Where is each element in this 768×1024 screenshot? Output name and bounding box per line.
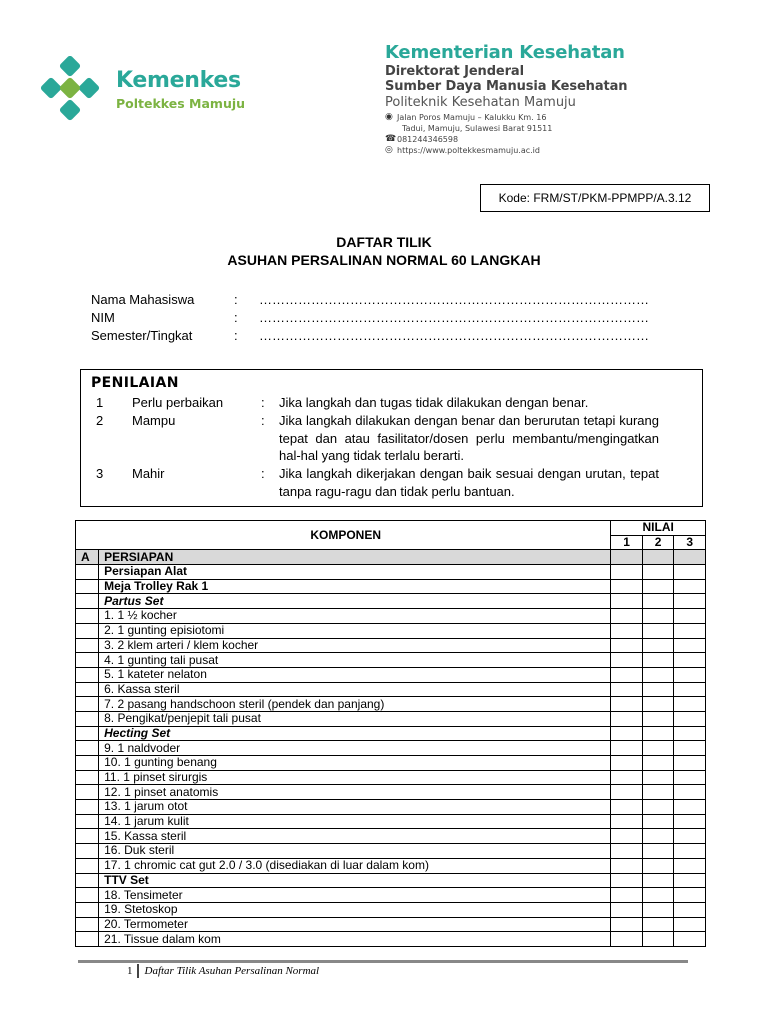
- score-cell[interactable]: [642, 785, 674, 800]
- identity-row-nim: [91, 308, 679, 326]
- score-cell[interactable]: [674, 697, 706, 712]
- score-cell[interactable]: [642, 623, 674, 638]
- table-row: [76, 711, 706, 726]
- score-cell[interactable]: [642, 932, 674, 947]
- score-cell[interactable]: [611, 888, 643, 903]
- score-cell[interactable]: [674, 609, 706, 624]
- table-row: [76, 917, 706, 932]
- score-cell[interactable]: [642, 609, 674, 624]
- kemenkes-logo-icon: [40, 56, 110, 126]
- identity-row-name: [91, 290, 679, 308]
- row-component: 4. 1 gunting tali pusat: [99, 653, 611, 668]
- identity-fill-line[interactable]: ………………………………………………………………………………: [259, 291, 649, 307]
- penilaian-level: Mampu: [132, 413, 176, 428]
- penilaian-num: 3: [96, 466, 104, 481]
- institution-block: [385, 42, 745, 156]
- table-row: [76, 844, 706, 859]
- penilaian-colon: :: [261, 413, 265, 428]
- directorate-line-2: Sumber Daya Manusia Kesehatan: [385, 79, 628, 94]
- score-cell[interactable]: [642, 726, 674, 741]
- row-letter: [76, 638, 99, 653]
- score-cell[interactable]: [642, 844, 674, 859]
- row-component: PERSIAPAN: [99, 550, 611, 565]
- footer-rule: [78, 960, 688, 963]
- row-letter: [76, 682, 99, 697]
- score-cell[interactable]: [674, 726, 706, 741]
- score-cell[interactable]: [611, 932, 643, 947]
- row-component: 8. Pengikat/penjepit tali pusat: [99, 711, 611, 726]
- row-letter: [76, 697, 99, 712]
- score-cell[interactable]: [674, 770, 706, 785]
- form-code-box: Kode: FRM/ST/PKM-PPMPP/A.3.12: [480, 184, 710, 212]
- score-cell[interactable]: [642, 638, 674, 653]
- row-component: 15. Kassa steril: [99, 829, 611, 844]
- logo-title: Kemenkes: [116, 68, 241, 93]
- table-row: [76, 873, 706, 888]
- row-component: Partus Set: [99, 594, 611, 609]
- table-row: [76, 697, 706, 712]
- row-letter: [76, 770, 99, 785]
- identity-label: NIM: [91, 309, 115, 325]
- school-name: Politeknik Kesehatan Mamuju: [385, 95, 576, 110]
- identity-colon: :: [234, 309, 238, 325]
- score-cell[interactable]: [642, 653, 674, 668]
- logo-subtitle: Poltekkes Mamuju: [116, 96, 246, 111]
- row-component: 18. Tensimeter: [99, 888, 611, 903]
- penilaian-box: [80, 369, 703, 507]
- row-component: 21. Tissue dalam kom: [99, 932, 611, 947]
- penilaian-level: Perlu perbaikan: [132, 395, 224, 410]
- score-cell[interactable]: [642, 770, 674, 785]
- row-letter: [76, 565, 99, 580]
- score-cell[interactable]: [674, 565, 706, 580]
- row-component: 6. Kassa steril: [99, 682, 611, 697]
- score-cell[interactable]: [642, 579, 674, 594]
- score-cell[interactable]: [674, 785, 706, 800]
- penilaian-num: 1: [96, 395, 104, 410]
- identity-label: Nama Mahasiswa: [91, 291, 195, 307]
- footer-divider: [137, 964, 139, 978]
- table-row: [76, 579, 706, 594]
- row-letter: [76, 653, 99, 668]
- table-row: [76, 667, 706, 682]
- kemenkes-logo: [40, 56, 255, 128]
- row-component: 10. 1 gunting benang: [99, 756, 611, 771]
- table-row: [76, 565, 706, 580]
- row-letter: [76, 756, 99, 771]
- table-row: [76, 932, 706, 947]
- row-component: 19. Stetoskop: [99, 902, 611, 917]
- score-cell[interactable]: [642, 888, 674, 903]
- score-cell[interactable]: [611, 697, 643, 712]
- score-cell[interactable]: [674, 682, 706, 697]
- phone-row: [385, 134, 745, 145]
- row-component: Persiapan Alat: [99, 565, 611, 580]
- row-component: 9. 1 naldvoder: [99, 741, 611, 756]
- score-cell[interactable]: [674, 594, 706, 609]
- score-cell[interactable]: [674, 858, 706, 873]
- phone-icon: ☎: [385, 134, 397, 144]
- row-letter: [76, 858, 99, 873]
- penilaian-level: Mahir: [132, 466, 165, 481]
- document-subtitle: ASUHAN PERSALINAN NORMAL 60 LANGKAH: [227, 252, 541, 268]
- table-row: [76, 594, 706, 609]
- score-cell[interactable]: [674, 902, 706, 917]
- score-cell[interactable]: [642, 682, 674, 697]
- score-cell[interactable]: [611, 873, 643, 888]
- score-cell[interactable]: [674, 667, 706, 682]
- score-cell[interactable]: [674, 653, 706, 668]
- globe-icon: ◎: [385, 145, 393, 155]
- score-cell[interactable]: [642, 829, 674, 844]
- score-cell[interactable]: [611, 785, 643, 800]
- score-cell[interactable]: [642, 697, 674, 712]
- page-number: 1: [127, 965, 133, 977]
- score-cell[interactable]: [674, 550, 706, 565]
- score-cell[interactable]: [674, 814, 706, 829]
- score-cell[interactable]: [611, 682, 643, 697]
- address-row-2: [385, 123, 745, 134]
- penilaian-desc: Jika langkah dilakukan dengan benar dan berurutan tetapi kurang tepat dan atau fasilitator/dosen perlu membantu/mengingatkan hal-hal yang tidak terlalu berarti.: [279, 413, 659, 463]
- score-cell[interactable]: [642, 814, 674, 829]
- nilai-header: NILAI: [611, 521, 706, 536]
- row-letter: [76, 829, 99, 844]
- score-cell[interactable]: [611, 653, 643, 668]
- website-row: [385, 145, 745, 156]
- score-cell[interactable]: [611, 756, 643, 771]
- score-cell[interactable]: [674, 829, 706, 844]
- score-cell[interactable]: [611, 579, 643, 594]
- score-cell[interactable]: [674, 917, 706, 932]
- table-row: [76, 550, 706, 565]
- checklist-body: [76, 550, 706, 947]
- penilaian-colon: :: [261, 466, 265, 481]
- penilaian-desc: Jika langkah dikerjakan dengan baik sesuai dengan urutan, tepat tanpa ragu-ragu dan tidak perlu bantuan.: [279, 466, 659, 499]
- row-component: 2. 1 gunting episiotomi: [99, 623, 611, 638]
- penilaian-desc: Jika langkah dan tugas tidak dilakukan dengan benar.: [279, 395, 589, 410]
- score-cell[interactable]: [611, 800, 643, 815]
- score-cell[interactable]: [674, 888, 706, 903]
- score-cell[interactable]: [611, 667, 643, 682]
- student-identity: [91, 290, 679, 344]
- table-row: [76, 785, 706, 800]
- table-row: [76, 756, 706, 771]
- location-pin-icon: ◉: [385, 112, 393, 122]
- table-row: [76, 902, 706, 917]
- score-cell[interactable]: [611, 858, 643, 873]
- row-letter: [76, 917, 99, 932]
- score-cell[interactable]: [674, 932, 706, 947]
- row-component: 5. 1 kateter nelaton: [99, 667, 611, 682]
- row-letter: [76, 932, 99, 947]
- score-cell[interactable]: [674, 638, 706, 653]
- address-row: [385, 112, 745, 123]
- row-letter: [76, 579, 99, 594]
- score-cell[interactable]: [611, 902, 643, 917]
- score-cell[interactable]: [642, 741, 674, 756]
- score-cell[interactable]: [674, 711, 706, 726]
- score-cell[interactable]: [611, 917, 643, 932]
- row-letter: [76, 902, 99, 917]
- row-component: 13. 1 jarum otot: [99, 800, 611, 815]
- row-letter: [76, 711, 99, 726]
- score-cell[interactable]: [611, 609, 643, 624]
- phone-number: 081244346598: [397, 135, 459, 144]
- score-cell[interactable]: [642, 711, 674, 726]
- table-row: [76, 726, 706, 741]
- table-row: [76, 770, 706, 785]
- nilai-col-header: 1: [611, 535, 643, 550]
- row-component: 12. 1 pinset anatomis: [99, 785, 611, 800]
- row-letter: [76, 623, 99, 638]
- score-cell[interactable]: [674, 873, 706, 888]
- score-cell[interactable]: [642, 858, 674, 873]
- row-letter: [76, 814, 99, 829]
- score-cell[interactable]: [611, 550, 643, 565]
- row-letter: [76, 873, 99, 888]
- table-row: [76, 609, 706, 624]
- score-cell[interactable]: [611, 844, 643, 859]
- score-cell[interactable]: [674, 800, 706, 815]
- score-cell[interactable]: [611, 638, 643, 653]
- row-component: 3. 2 klem arteri / klem kocher: [99, 638, 611, 653]
- document-title: DAFTAR TILIK: [336, 234, 432, 250]
- score-cell[interactable]: [642, 667, 674, 682]
- table-row: [76, 623, 706, 638]
- score-cell[interactable]: [674, 844, 706, 859]
- address-line-2: Tadui, Mamuju, Sulawesi Barat 91511: [402, 124, 553, 133]
- score-cell[interactable]: [611, 594, 643, 609]
- score-cell[interactable]: [642, 902, 674, 917]
- score-cell[interactable]: [611, 711, 643, 726]
- table-row: [76, 653, 706, 668]
- score-cell[interactable]: [642, 800, 674, 815]
- table-row: [76, 800, 706, 815]
- penilaian-colon: :: [261, 395, 265, 410]
- row-component: 17. 1 chromic cat gut 2.0 / 3.0 (disediakan di luar dalam kom): [99, 858, 611, 873]
- score-cell[interactable]: [674, 756, 706, 771]
- row-letter: [76, 844, 99, 859]
- identity-colon: :: [234, 327, 238, 343]
- nilai-col-header: 2: [642, 535, 674, 550]
- ministry-name: Kementerian Kesehatan: [385, 42, 625, 63]
- table-row: [76, 682, 706, 697]
- score-cell[interactable]: [611, 623, 643, 638]
- row-letter: [76, 667, 99, 682]
- nilai-col-header: 3: [674, 535, 706, 550]
- komponen-header: KOMPONEN: [76, 521, 611, 550]
- row-component: 1. 1 ½ kocher: [99, 609, 611, 624]
- table-row: [76, 888, 706, 903]
- score-cell[interactable]: [611, 741, 643, 756]
- footer-text: Daftar Tilik Asuhan Persalinan Normal: [144, 965, 320, 977]
- score-cell[interactable]: [674, 741, 706, 756]
- row-component: 20. Termometer: [99, 917, 611, 932]
- penilaian-title: PENILAIAN: [91, 375, 179, 391]
- identity-label: Semester/Tingkat: [91, 327, 193, 343]
- row-letter: [76, 800, 99, 815]
- row-letter: [76, 741, 99, 756]
- row-component: TTV Set: [99, 873, 611, 888]
- row-component: 7. 2 pasang handschoon steril (pendek dan panjang): [99, 697, 611, 712]
- score-cell[interactable]: [642, 873, 674, 888]
- identity-colon: :: [234, 291, 238, 307]
- row-letter: [76, 888, 99, 903]
- row-letter: [76, 594, 99, 609]
- row-component: 14. 1 jarum kulit: [99, 814, 611, 829]
- row-letter: [76, 785, 99, 800]
- row-letter: [76, 609, 99, 624]
- score-cell[interactable]: [642, 594, 674, 609]
- row-component: 11. 1 pinset sirurgis: [99, 770, 611, 785]
- score-cell[interactable]: [611, 770, 643, 785]
- score-cell[interactable]: [674, 579, 706, 594]
- table-row: [76, 858, 706, 873]
- identity-fill-line[interactable]: ………………………………………………………………………………: [259, 327, 649, 343]
- score-cell[interactable]: [642, 565, 674, 580]
- row-letter: A: [76, 550, 99, 565]
- score-cell[interactable]: [674, 623, 706, 638]
- score-cell[interactable]: [642, 917, 674, 932]
- row-component: 16. Duk steril: [99, 844, 611, 859]
- penilaian-num: 2: [96, 413, 104, 428]
- table-row: [76, 638, 706, 653]
- table-row: [76, 814, 706, 829]
- address-line-1: Jalan Poros Mamuju – Kalukku Km. 16: [397, 113, 547, 122]
- page-footer: [127, 964, 319, 978]
- score-cell[interactable]: [642, 756, 674, 771]
- identity-fill-line[interactable]: ………………………………………………………………………………: [259, 309, 649, 325]
- checklist-table: [75, 520, 706, 947]
- table-row: [76, 829, 706, 844]
- row-component: Hecting Set: [99, 726, 611, 741]
- table-row: [76, 741, 706, 756]
- score-cell[interactable]: [611, 829, 643, 844]
- score-cell[interactable]: [611, 814, 643, 829]
- score-cell[interactable]: [611, 565, 643, 580]
- score-cell[interactable]: [642, 550, 674, 565]
- website-url: https://www.poltekkesmamuju.ac.id: [397, 146, 540, 155]
- row-component: Meja Trolley Rak 1: [99, 579, 611, 594]
- directorate-line-1: Direktorat Jenderal: [385, 64, 524, 79]
- identity-row-semester: [91, 326, 679, 344]
- score-cell[interactable]: [611, 726, 643, 741]
- row-letter: [76, 726, 99, 741]
